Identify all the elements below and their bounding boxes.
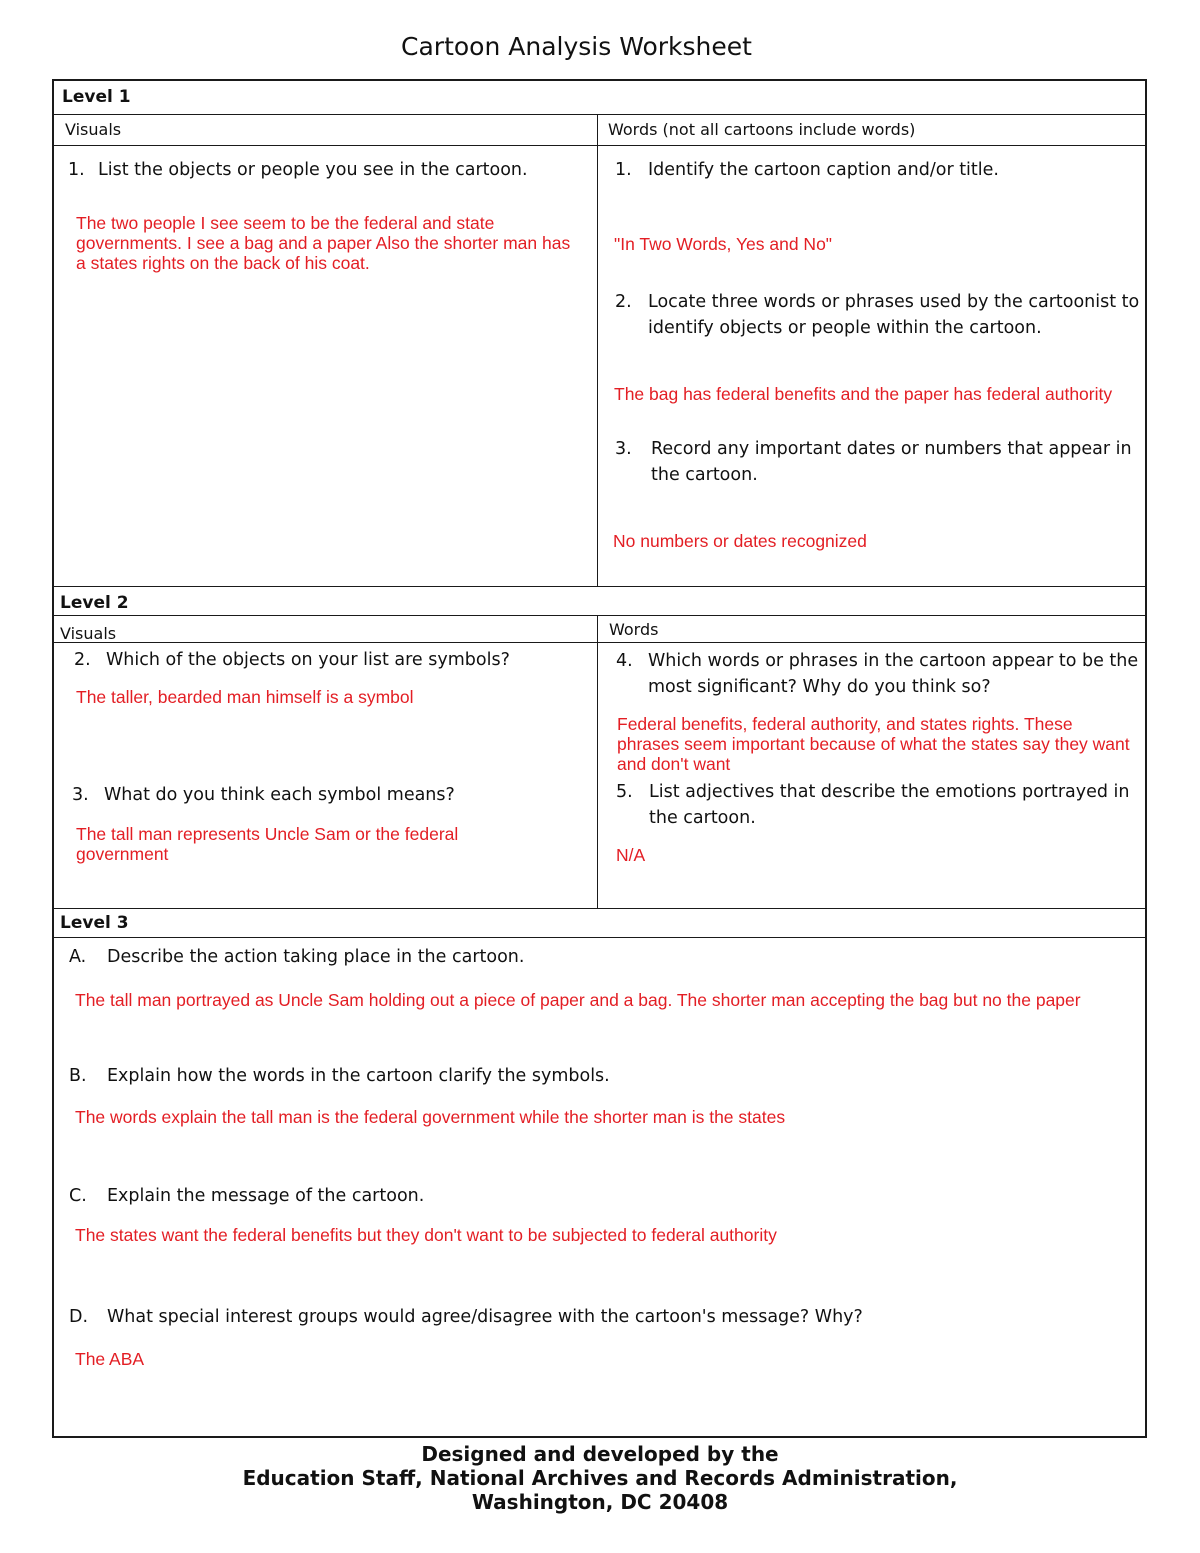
divider [52, 908, 1147, 909]
footer-line-1: Designed and developed by the [421, 1442, 779, 1466]
question [69, 1183, 1139, 1209]
level1-words-header: Words (not all cartoons include words) [608, 120, 916, 139]
answer-text: The two people I see seem to be the federal and state governments. I see a bag and a paper Also the shorter man has a states rights on the back of his coat. [76, 213, 571, 273]
answer-text: No numbers or dates recognized [613, 531, 867, 551]
column-divider [597, 615, 598, 908]
question-text: Record any important dates or numbers that appear in the cartoon. [651, 439, 1132, 485]
level1-visuals-header: Visuals [65, 120, 122, 139]
question-text: Explain how the words in the cartoon clarify the symbols. [107, 1066, 610, 1086]
question-text: Which words or phrases in the cartoon appear to be the most significant? Why do you think so? [648, 651, 1139, 697]
question [74, 647, 589, 673]
question-number: 2. [615, 292, 632, 312]
table-border-left [52, 79, 54, 1438]
answer-text: The taller, bearded man himself is a symbol [76, 687, 414, 707]
level1-label: Level 1 [62, 87, 131, 107]
question-text: Locate three words or phrases used by the cartoonist to identify objects or people within the cartoon. [648, 292, 1140, 338]
answer-text: The tall man portrayed as Uncle Sam holding out a piece of paper and a bag. The shorter man accepting the bag but no the paper [75, 990, 1081, 1010]
answer-text: The tall man represents Uncle Sam or the federal government [76, 824, 459, 864]
footer-line-3: Washington, DC 20408 [471, 1490, 729, 1514]
question-number: 4. [616, 651, 633, 671]
question-number: C. [69, 1186, 87, 1206]
question [615, 289, 1140, 341]
table-border-bottom [52, 1436, 1147, 1438]
table-border-top [52, 79, 1147, 81]
question-text: List adjectives that describe the emotions portrayed in the cartoon. [649, 782, 1130, 828]
question [615, 157, 1140, 183]
level3-label: Level 3 [60, 913, 129, 933]
question-text: Identify the cartoon caption and/or title. [648, 160, 999, 180]
question-text: Which of the objects on your list are symbols? [106, 650, 510, 670]
question-number: 3. [72, 785, 89, 805]
question-number: 5. [616, 782, 633, 802]
question-number: 3. [615, 439, 632, 459]
divider [52, 586, 1147, 587]
question-number: A. [69, 947, 87, 967]
question-number: 1. [615, 160, 632, 180]
question-number: B. [69, 1066, 87, 1086]
answer-text: N/A [616, 845, 646, 865]
divider [52, 145, 1147, 146]
question-text: List the objects or people you see in the cartoon. [98, 160, 528, 180]
answer-text: The states want the federal benefits but they don't want to be subjected to federal authority [75, 1225, 777, 1245]
question [69, 944, 1139, 970]
question-text: Explain the message of the cartoon. [107, 1186, 425, 1206]
question [72, 782, 587, 808]
page-title: Cartoon Analysis Worksheet [401, 32, 752, 61]
question-text: What do you think each symbol means? [104, 785, 455, 805]
table-border-right [1145, 79, 1147, 1438]
level2-label: Level 2 [60, 593, 129, 613]
question-number: D. [69, 1307, 89, 1327]
question-number: 2. [74, 650, 91, 670]
answer-text: "In Two Words, Yes and No" [614, 234, 833, 254]
answer-text: The words explain the tall man is the federal government while the shorter man is the states [75, 1107, 786, 1127]
divider [52, 615, 1147, 616]
answer-text: The bag has federal benefits and the paper has federal authority [614, 384, 1113, 404]
level2-visuals-header: Visuals [60, 624, 117, 643]
question-text: What special interest groups would agree/disagree with the cartoon's message? Why? [107, 1307, 863, 1327]
divider [52, 642, 1147, 643]
divider [52, 937, 1147, 938]
question [616, 648, 1140, 700]
question [616, 779, 1140, 831]
answer-text: The ABA [75, 1349, 145, 1369]
footer-line-2: Education Staff, National Archives and Records Administration, [242, 1466, 958, 1490]
question-number: 1. [68, 160, 85, 180]
question [615, 436, 1145, 488]
answer-text: Federal benefits, federal authority, and states rights. These phrases seem important because of what the states say they want and don't want [617, 714, 1130, 774]
question [68, 157, 588, 183]
question [69, 1063, 1139, 1089]
question [69, 1304, 1139, 1330]
question-text: Describe the action taking place in the cartoon. [107, 947, 525, 967]
level2-words-header: Words [609, 620, 659, 639]
column-divider [597, 114, 598, 586]
divider [52, 114, 1147, 115]
